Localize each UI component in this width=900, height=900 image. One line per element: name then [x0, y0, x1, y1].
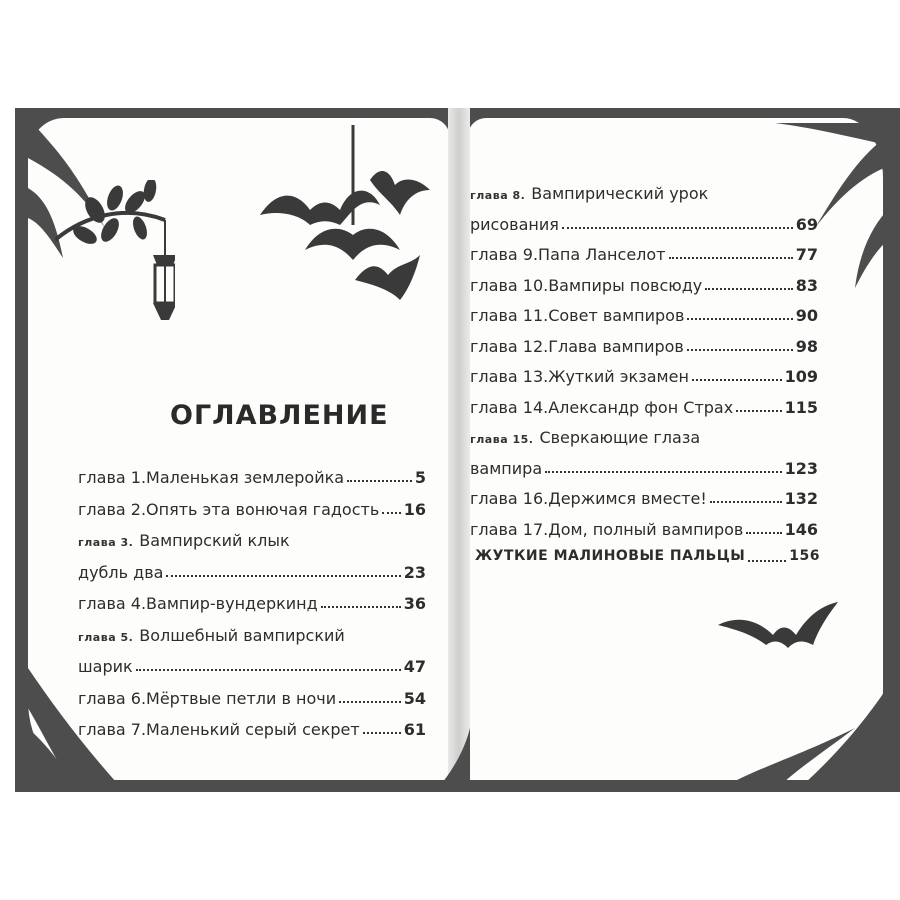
- chapter-label: глава 16.: [470, 489, 549, 508]
- chapter-title: Держимся вместе!: [548, 489, 707, 508]
- chapter-title: Волшебный вампирский: [139, 625, 345, 645]
- chapter-title: Вампирский клык: [139, 531, 290, 550]
- toc-entry[interactable]: [470, 489, 818, 508]
- toc-entry[interactable]: [78, 720, 426, 739]
- toc-entry[interactable]: [78, 626, 345, 645]
- toc-extra-page: 156: [789, 548, 820, 564]
- page-number: 90: [795, 306, 818, 325]
- chapter-title: Маленькая землеройка: [146, 468, 345, 487]
- chapter-title: Жуткий экзамен: [548, 367, 689, 386]
- page-number: 54: [403, 688, 426, 708]
- chapter-label: глава 2.: [78, 499, 147, 519]
- chapter-title: Глава вампиров: [548, 336, 684, 356]
- toc-extra-title: ЖУТКИЕ МАЛИНОВЫЕ ПАЛЬЦЫ: [475, 548, 746, 564]
- toc-entry[interactable]: [470, 184, 708, 203]
- dot-leader: [746, 520, 781, 534]
- bat-icon: [260, 191, 380, 225]
- chapter-title: Мёртвые петли в ночи: [146, 688, 337, 708]
- chapter-label: глава 3.: [78, 536, 134, 549]
- dot-leader: [382, 500, 400, 514]
- lantern-icon: [153, 255, 175, 320]
- chapter-label: глава 8.: [470, 189, 526, 202]
- chapter-title: Вампиры повсюду: [548, 275, 703, 295]
- chapter-title: Александр фон Страх: [548, 397, 734, 417]
- page-number: 16: [403, 499, 426, 519]
- toc-entry[interactable]: [470, 337, 818, 356]
- page-number: 98: [795, 336, 818, 356]
- toc-entry[interactable]: [470, 520, 818, 539]
- dot-leader: [705, 276, 792, 290]
- chapter-label: глава 15.: [470, 433, 534, 446]
- bat-icon: [718, 600, 838, 660]
- chapter-label: глава 5.: [78, 630, 134, 644]
- dot-leader: [321, 594, 401, 608]
- chapter-label: глава 14.: [470, 397, 549, 417]
- chapter-label: глава 1.: [78, 468, 147, 487]
- chapter-title-cont: шарик: [78, 657, 133, 676]
- toc-entry[interactable]: [78, 468, 426, 487]
- chapter-label: глава 9.: [470, 245, 539, 264]
- toc-entry[interactable]: [78, 689, 426, 708]
- toc-entry[interactable]: [470, 276, 818, 295]
- toc-entry-continuation[interactable]: [78, 563, 426, 582]
- page-number: 69: [795, 214, 818, 234]
- chapter-label: глава 11.: [470, 306, 549, 325]
- toc-entry[interactable]: [78, 594, 426, 613]
- page-number: 132: [784, 489, 818, 508]
- dot-leader: [562, 215, 793, 229]
- bat-icon: [355, 255, 420, 300]
- page-number: 36: [403, 594, 426, 613]
- chapter-label: глава 17.: [470, 519, 549, 539]
- chapter-title: Дом, полный вампиров: [548, 519, 744, 539]
- dot-leader: [710, 489, 782, 503]
- toc-entry[interactable]: [470, 398, 818, 417]
- chapter-label: глава 4.: [78, 594, 147, 613]
- toc-entry-continuation[interactable]: [470, 459, 818, 478]
- page-number: 123: [784, 458, 818, 478]
- toc-entry[interactable]: [78, 500, 426, 519]
- bat-icon: [370, 171, 430, 215]
- dot-leader: [363, 720, 401, 734]
- page-number: 5: [414, 468, 426, 487]
- chapter-title-cont: дубль два: [78, 562, 164, 582]
- hanging-bat-icon: [305, 229, 400, 260]
- page-title: ОГЛАВЛЕНИЕ: [170, 400, 389, 431]
- toc-entry[interactable]: [470, 245, 818, 264]
- toc-entry-continuation[interactable]: [470, 215, 818, 234]
- toc-entry[interactable]: [78, 531, 290, 550]
- page-number: 115: [784, 397, 818, 417]
- dot-leader: [545, 459, 781, 473]
- chapter-title: Опять эта вонючая гадость: [146, 499, 380, 519]
- chapter-title: Совет вампиров: [548, 306, 685, 325]
- chapter-label: глава 6.: [78, 688, 147, 708]
- chapter-title: Вампир-вундеркинд: [146, 594, 318, 613]
- dot-leader: [736, 398, 781, 412]
- toc-entry-continuation[interactable]: [78, 657, 426, 676]
- toc-entry[interactable]: [470, 428, 700, 447]
- page-number: 77: [795, 245, 818, 264]
- chapter-title-cont: рисования: [470, 214, 559, 234]
- dot-leader: [687, 306, 792, 320]
- dot-leader: [339, 689, 401, 703]
- toc-entry[interactable]: [470, 367, 818, 386]
- dot-leader: [669, 245, 793, 259]
- chapter-title-cont: вампира: [470, 458, 543, 478]
- dot-leader: [748, 548, 786, 562]
- chapter-title: Сверкающие глаза: [539, 428, 701, 447]
- chapter-title: Маленький серый секрет: [146, 720, 360, 739]
- chapter-label: глава 13.: [470, 367, 549, 386]
- branch-leaves-icon: [55, 180, 175, 340]
- chapter-label: глава 12.: [470, 336, 549, 356]
- dot-leader: [136, 657, 401, 671]
- page-number: 83: [795, 275, 818, 295]
- dot-leader: [692, 367, 782, 381]
- dot-leader: [687, 337, 793, 351]
- page-number: 109: [784, 367, 818, 386]
- chapter-label: глава 10.: [470, 275, 549, 295]
- bats-group-icon: [260, 125, 440, 300]
- page-number: 61: [403, 720, 426, 739]
- chapter-title: Вампирический урок: [531, 184, 709, 203]
- page-number: 23: [403, 562, 426, 582]
- dot-leader: [166, 563, 400, 577]
- dot-leader: [347, 468, 412, 482]
- toc-extra-entry[interactable]: [475, 548, 820, 567]
- page-number: 47: [403, 657, 426, 676]
- toc-entry[interactable]: [470, 306, 818, 325]
- chapter-label: глава 7.: [78, 720, 147, 739]
- page-number: 146: [784, 519, 818, 539]
- chapter-title: Папа Ланселот: [538, 245, 666, 264]
